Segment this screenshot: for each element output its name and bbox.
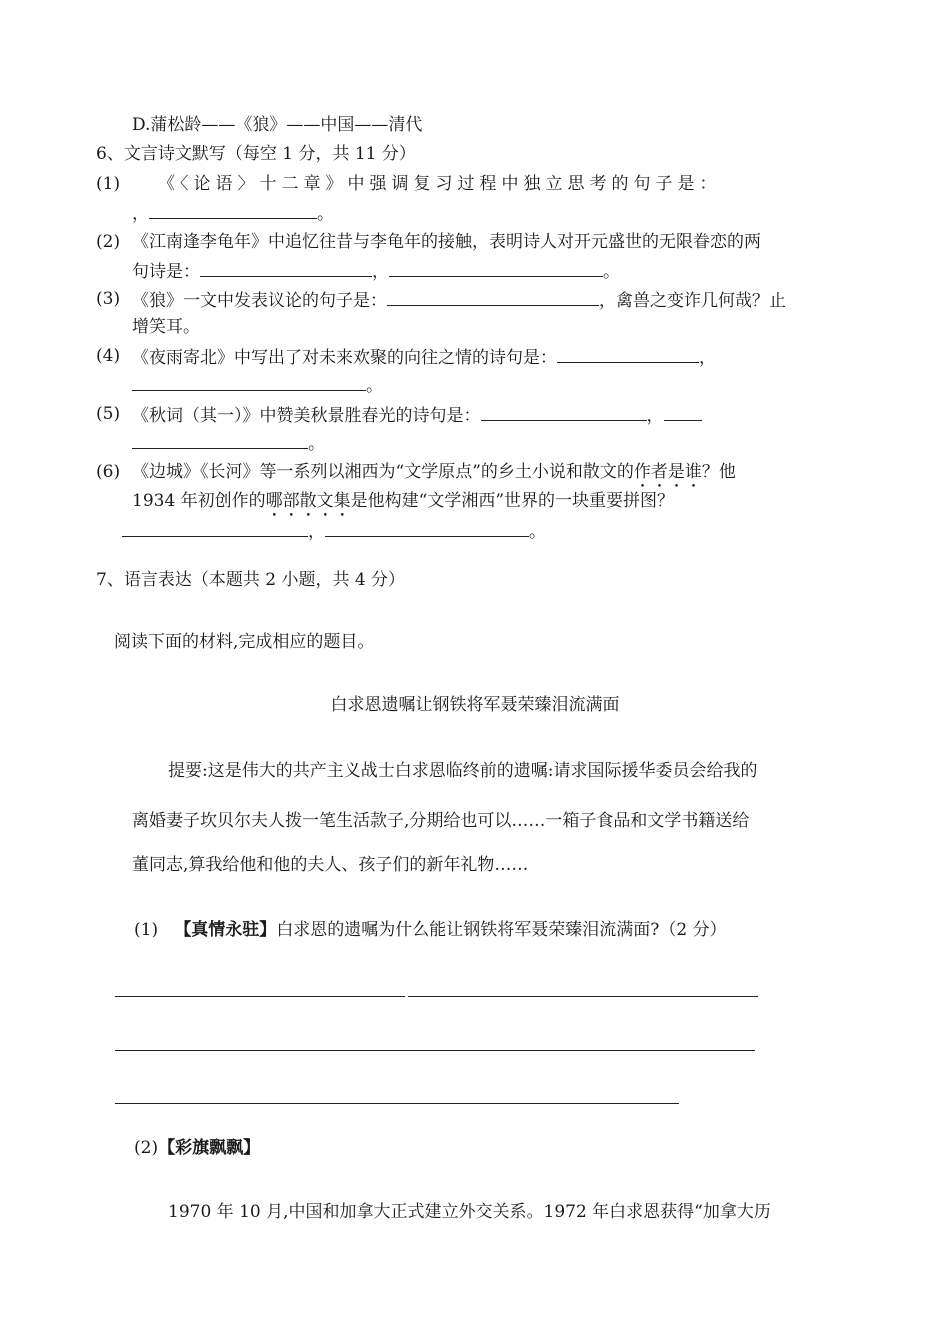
- q6-item5-line1: [132, 402, 702, 428]
- answer-blank[interactable]: [132, 372, 366, 391]
- sub2-tag: 【彩旗飘飘】: [158, 1138, 261, 1158]
- sub1-text: 白求恩的遗嘱为什么能让钢铁将军聂荣臻泪流满面?（2 分）: [276, 920, 727, 940]
- q6-item4-line2: [132, 372, 383, 398]
- period: 。: [317, 204, 334, 224]
- q7-intro: 阅读下面的材料,完成相应的题目。: [114, 632, 375, 652]
- prefix: 句诗是：: [132, 262, 200, 282]
- q6-item5-line2: [132, 430, 325, 456]
- after: ，禽兽之变诈几何哉？止: [599, 291, 786, 311]
- q7-heading: 7、语言表达（本题共 2 小题，共 4 分）: [96, 570, 406, 590]
- q6-item4-num: (4): [96, 346, 121, 366]
- answer-line[interactable]: [115, 1103, 679, 1104]
- summary-line2: 离婚妻子坎贝尔夫人拨一笔生活款子,分期给也可以……一箱子食品和文学书籍送给: [132, 811, 750, 831]
- q6-item6-line1: [132, 460, 736, 492]
- comma: ，: [132, 204, 149, 224]
- answer-blank[interactable]: [389, 258, 603, 277]
- q6-item3-line2: 增笑耳。: [132, 317, 200, 337]
- option-d: D.蒲松龄——《狼》——中国——清代: [132, 115, 423, 135]
- q6-item2-num: (2): [96, 232, 121, 252]
- period: 。: [603, 262, 620, 282]
- q6-item6-line2: [132, 489, 674, 521]
- comma: ，: [372, 262, 389, 282]
- answer-blank[interactable]: [200, 258, 372, 277]
- q6-item3-num: (3): [96, 289, 121, 309]
- article-title: 白求恩遗嘱让钢铁将军聂荣臻泪流满面: [330, 695, 620, 715]
- q6-item1-text: 《〈论语〉十二章》中强调复习过程中独立思考的句子是：: [158, 174, 722, 194]
- answer-blank[interactable]: [149, 200, 317, 219]
- sub2-num: (2): [134, 1138, 159, 1158]
- answer-blank[interactable]: [557, 344, 699, 363]
- line2-b: 是他构建“文学湘西”世界的一块重要拼图？: [350, 491, 675, 511]
- answer-line[interactable]: [408, 996, 758, 997]
- answer-line[interactable]: [115, 1050, 755, 1051]
- summary-line3: 董同志,算我给他和他的夫人、孩子们的新年礼物……: [132, 855, 529, 875]
- q6-item6-num: (6): [96, 462, 121, 482]
- text: 《夜雨寄北》中写出了对未来欢聚的向往之情的诗句是：: [132, 348, 557, 368]
- q6-item6-answer-line: [122, 518, 546, 544]
- answer-blank[interactable]: [325, 518, 529, 537]
- comma: ，: [699, 348, 716, 368]
- q6-item2-text: 《江南逢李龟年》中追忆往昔与李龟年的接触，表明诗人对开元盛世的无限眷恋的两: [132, 232, 761, 252]
- answer-blank[interactable]: [132, 430, 308, 449]
- q6-item5-num: (5): [96, 404, 121, 424]
- q6-item3-line1: [132, 287, 786, 313]
- q6-heading: 6、文言诗文默写（每空 1 分，共 11 分）: [96, 144, 416, 164]
- line2-a: 1934 年初创作的: [132, 491, 266, 511]
- q7-sub1: [134, 918, 727, 942]
- text-a: 《边城》《长河》等一系列以湘西为“文学原点”的乡土小说和散文的: [132, 462, 634, 482]
- period: 。: [366, 376, 383, 396]
- sub1-tag: 【真情永驻】: [174, 920, 277, 940]
- comma: ，: [308, 522, 325, 542]
- answer-blank[interactable]: [122, 518, 308, 537]
- last-paragraph: 1970 年 10 月,中国和加拿大正式建立外交关系。1972 年白求恩获得“加拿大历: [168, 1202, 771, 1222]
- answer-blank[interactable]: [664, 402, 702, 421]
- text: 《狼》一文中发表议论的句子是：: [132, 291, 387, 311]
- period: 。: [308, 434, 325, 454]
- q6-item1-answer-line: [132, 200, 334, 226]
- q6-item1-num: (1): [96, 174, 121, 194]
- summary-line1: 提要:这是伟大的共产主义战士白求恩临终前的遗嘱:请求国际援华委员会给我的: [168, 761, 758, 781]
- answer-blank[interactable]: [481, 402, 647, 421]
- answer-line[interactable]: [115, 996, 405, 997]
- q6-item4-line1: [132, 344, 716, 370]
- q7-sub2: [134, 1136, 260, 1160]
- emphasis-text: 作者是谁: [633, 462, 702, 482]
- sub1-num: (1): [134, 920, 159, 940]
- text: 《秋词（其一）》中赞美秋景胜春光的诗句是：: [132, 406, 481, 426]
- text-b: ？他: [701, 462, 736, 482]
- q6-item2-answer-line: [132, 258, 620, 284]
- comma: ，: [646, 406, 664, 426]
- period: 。: [529, 522, 546, 542]
- answer-blank[interactable]: [387, 287, 599, 306]
- emphasis-text: 哪部散文集: [265, 491, 351, 511]
